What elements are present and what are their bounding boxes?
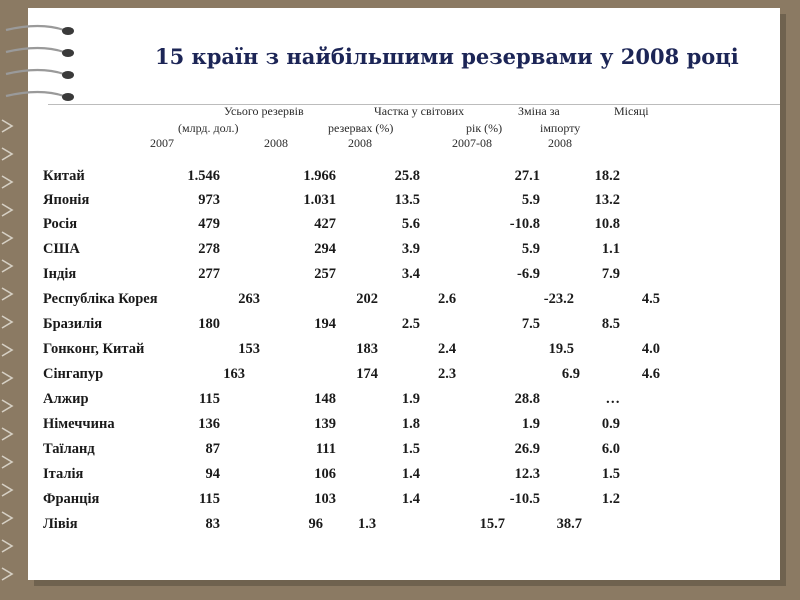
cell-r2008: 202 bbox=[356, 291, 378, 307]
cell-change: 5.9 bbox=[521, 241, 540, 257]
cell-share: 1.4 bbox=[401, 491, 420, 507]
country-name: Індія bbox=[43, 266, 77, 282]
cell-r2007: 115 bbox=[199, 391, 220, 407]
cell-r2007: 479 bbox=[198, 216, 220, 232]
cell-r2008: 111 bbox=[315, 441, 336, 457]
country-name: Німеччина bbox=[43, 416, 115, 432]
country-name: Італія bbox=[43, 466, 84, 482]
country-name: США bbox=[43, 241, 80, 257]
cell-share: 1.9 bbox=[401, 391, 420, 407]
country-name: Бразилія bbox=[43, 316, 103, 332]
cell-r2008: 148 bbox=[314, 391, 336, 407]
cell-change: 19.5 bbox=[548, 341, 574, 357]
country-name: Японія bbox=[43, 192, 90, 208]
cell-r2007: 136 bbox=[198, 416, 220, 432]
cell-change: 1.9 bbox=[521, 416, 540, 432]
cell-change: 6.9 bbox=[561, 366, 580, 382]
header-units: (млрд. дол.) bbox=[178, 121, 239, 135]
header-share-year: 2008 bbox=[348, 136, 372, 150]
header-year-2008: 2008 bbox=[264, 136, 288, 150]
cell-share: 1.8 bbox=[401, 416, 420, 432]
cell-r2007: 973 bbox=[198, 192, 220, 208]
cell-months: 8.5 bbox=[601, 316, 620, 332]
cell-r2008: 106 bbox=[314, 466, 336, 482]
cell-share: 25.8 bbox=[394, 168, 420, 184]
cell-share: 2.5 bbox=[401, 316, 420, 332]
cell-months: … bbox=[605, 391, 620, 407]
country-name: Республіка Корея bbox=[43, 291, 158, 307]
cell-share: 3.4 bbox=[401, 266, 420, 282]
cell-share: 1.5 bbox=[401, 441, 420, 457]
cell-share: 1.3 bbox=[358, 516, 377, 532]
cell-r2008: 294 bbox=[314, 241, 336, 257]
cell-months: 1.5 bbox=[601, 466, 620, 482]
cell-r2008: 194 bbox=[314, 316, 336, 332]
cell-months: 13.2 bbox=[594, 192, 620, 208]
cell-months: 4.0 bbox=[641, 341, 660, 357]
cell-r2008: 174 bbox=[356, 366, 378, 382]
cell-r2007: 163 bbox=[223, 366, 245, 382]
cell-share: 5.6 bbox=[401, 216, 420, 232]
country-name: Таїланд bbox=[43, 441, 95, 457]
cell-r2007: 263 bbox=[238, 291, 260, 307]
cell-r2008: 139 bbox=[314, 416, 336, 432]
cell-change: -10.5 bbox=[509, 491, 540, 507]
cell-share: 2.4 bbox=[438, 341, 457, 357]
header-change-unit: рік (%) bbox=[466, 121, 503, 135]
cell-months: 18.2 bbox=[594, 168, 620, 184]
header-world-share: Частка у світових bbox=[374, 104, 465, 118]
cell-change: 27.1 bbox=[514, 168, 540, 184]
cell-months: 0.9 bbox=[601, 416, 620, 432]
cell-months: 6.0 bbox=[601, 441, 620, 457]
cell-change: 15.7 bbox=[479, 516, 505, 532]
header-total-reserves: Усього резервів bbox=[224, 104, 304, 118]
page-title: 15 країн з найбільшими резервами у 2008 році bbox=[155, 44, 739, 69]
cell-share: 1.4 bbox=[401, 466, 420, 482]
country-name: Сінгапур bbox=[43, 366, 104, 382]
cell-months: 1.2 bbox=[601, 491, 620, 507]
cell-r2008: 103 bbox=[314, 491, 336, 507]
cell-change: 26.9 bbox=[514, 441, 540, 457]
cell-r2007: 115 bbox=[199, 491, 220, 507]
cell-r2007: 180 bbox=[198, 316, 220, 332]
cell-r2008: 1.031 bbox=[303, 192, 336, 208]
cell-months: 4.5 bbox=[641, 291, 660, 307]
country-name: Лівія bbox=[43, 516, 78, 532]
cell-r2008: 1.966 bbox=[303, 168, 336, 184]
cell-r2007: 94 bbox=[205, 466, 220, 482]
header-year-2007: 2007 bbox=[150, 136, 174, 150]
country-name: Алжир bbox=[43, 391, 89, 407]
header-change-period: 2007-08 bbox=[452, 136, 492, 150]
cell-months: 4.6 bbox=[641, 366, 660, 382]
country-name: Франція bbox=[43, 491, 100, 507]
cell-share: 13.5 bbox=[394, 192, 420, 208]
header-import: імпорту bbox=[540, 121, 581, 135]
cell-r2007: 277 bbox=[198, 266, 220, 282]
country-name: Китай bbox=[43, 168, 85, 184]
cell-r2008: 257 bbox=[314, 266, 336, 282]
header-share-unit: резервах (%) bbox=[328, 121, 394, 135]
cell-r2007: 83 bbox=[205, 516, 220, 532]
country-name: Росія bbox=[43, 216, 78, 232]
cell-share: 3.9 bbox=[401, 241, 420, 257]
header-months: Місяці bbox=[614, 104, 649, 118]
cell-change: 12.3 bbox=[514, 466, 540, 482]
cell-r2007: 87 bbox=[205, 441, 220, 457]
cell-months: 10.8 bbox=[594, 216, 620, 232]
cell-share: 2.6 bbox=[438, 291, 457, 307]
cell-change: -23.2 bbox=[543, 291, 574, 307]
cell-r2007: 278 bbox=[198, 241, 220, 257]
cell-change: 28.8 bbox=[514, 391, 540, 407]
cell-r2008: 427 bbox=[314, 216, 336, 232]
cell-r2007: 153 bbox=[238, 341, 260, 357]
cell-share: 2.3 bbox=[438, 366, 457, 382]
cell-change: 5.9 bbox=[521, 192, 540, 208]
country-name: Гонконг, Китай bbox=[43, 341, 145, 357]
cell-r2008: 183 bbox=[356, 341, 378, 357]
header-months-year: 2008 bbox=[548, 136, 572, 150]
header-change: Зміна за bbox=[518, 104, 560, 118]
cell-months: 1.1 bbox=[601, 241, 620, 257]
cell-change: -10.8 bbox=[509, 216, 540, 232]
cell-months: 38.7 bbox=[556, 516, 582, 532]
cell-months: 7.9 bbox=[601, 266, 620, 282]
cell-r2008: 96 bbox=[308, 516, 323, 532]
cell-r2007: 1.546 bbox=[187, 168, 220, 184]
cell-change: -6.9 bbox=[517, 266, 540, 282]
cell-change: 7.5 bbox=[521, 316, 540, 332]
